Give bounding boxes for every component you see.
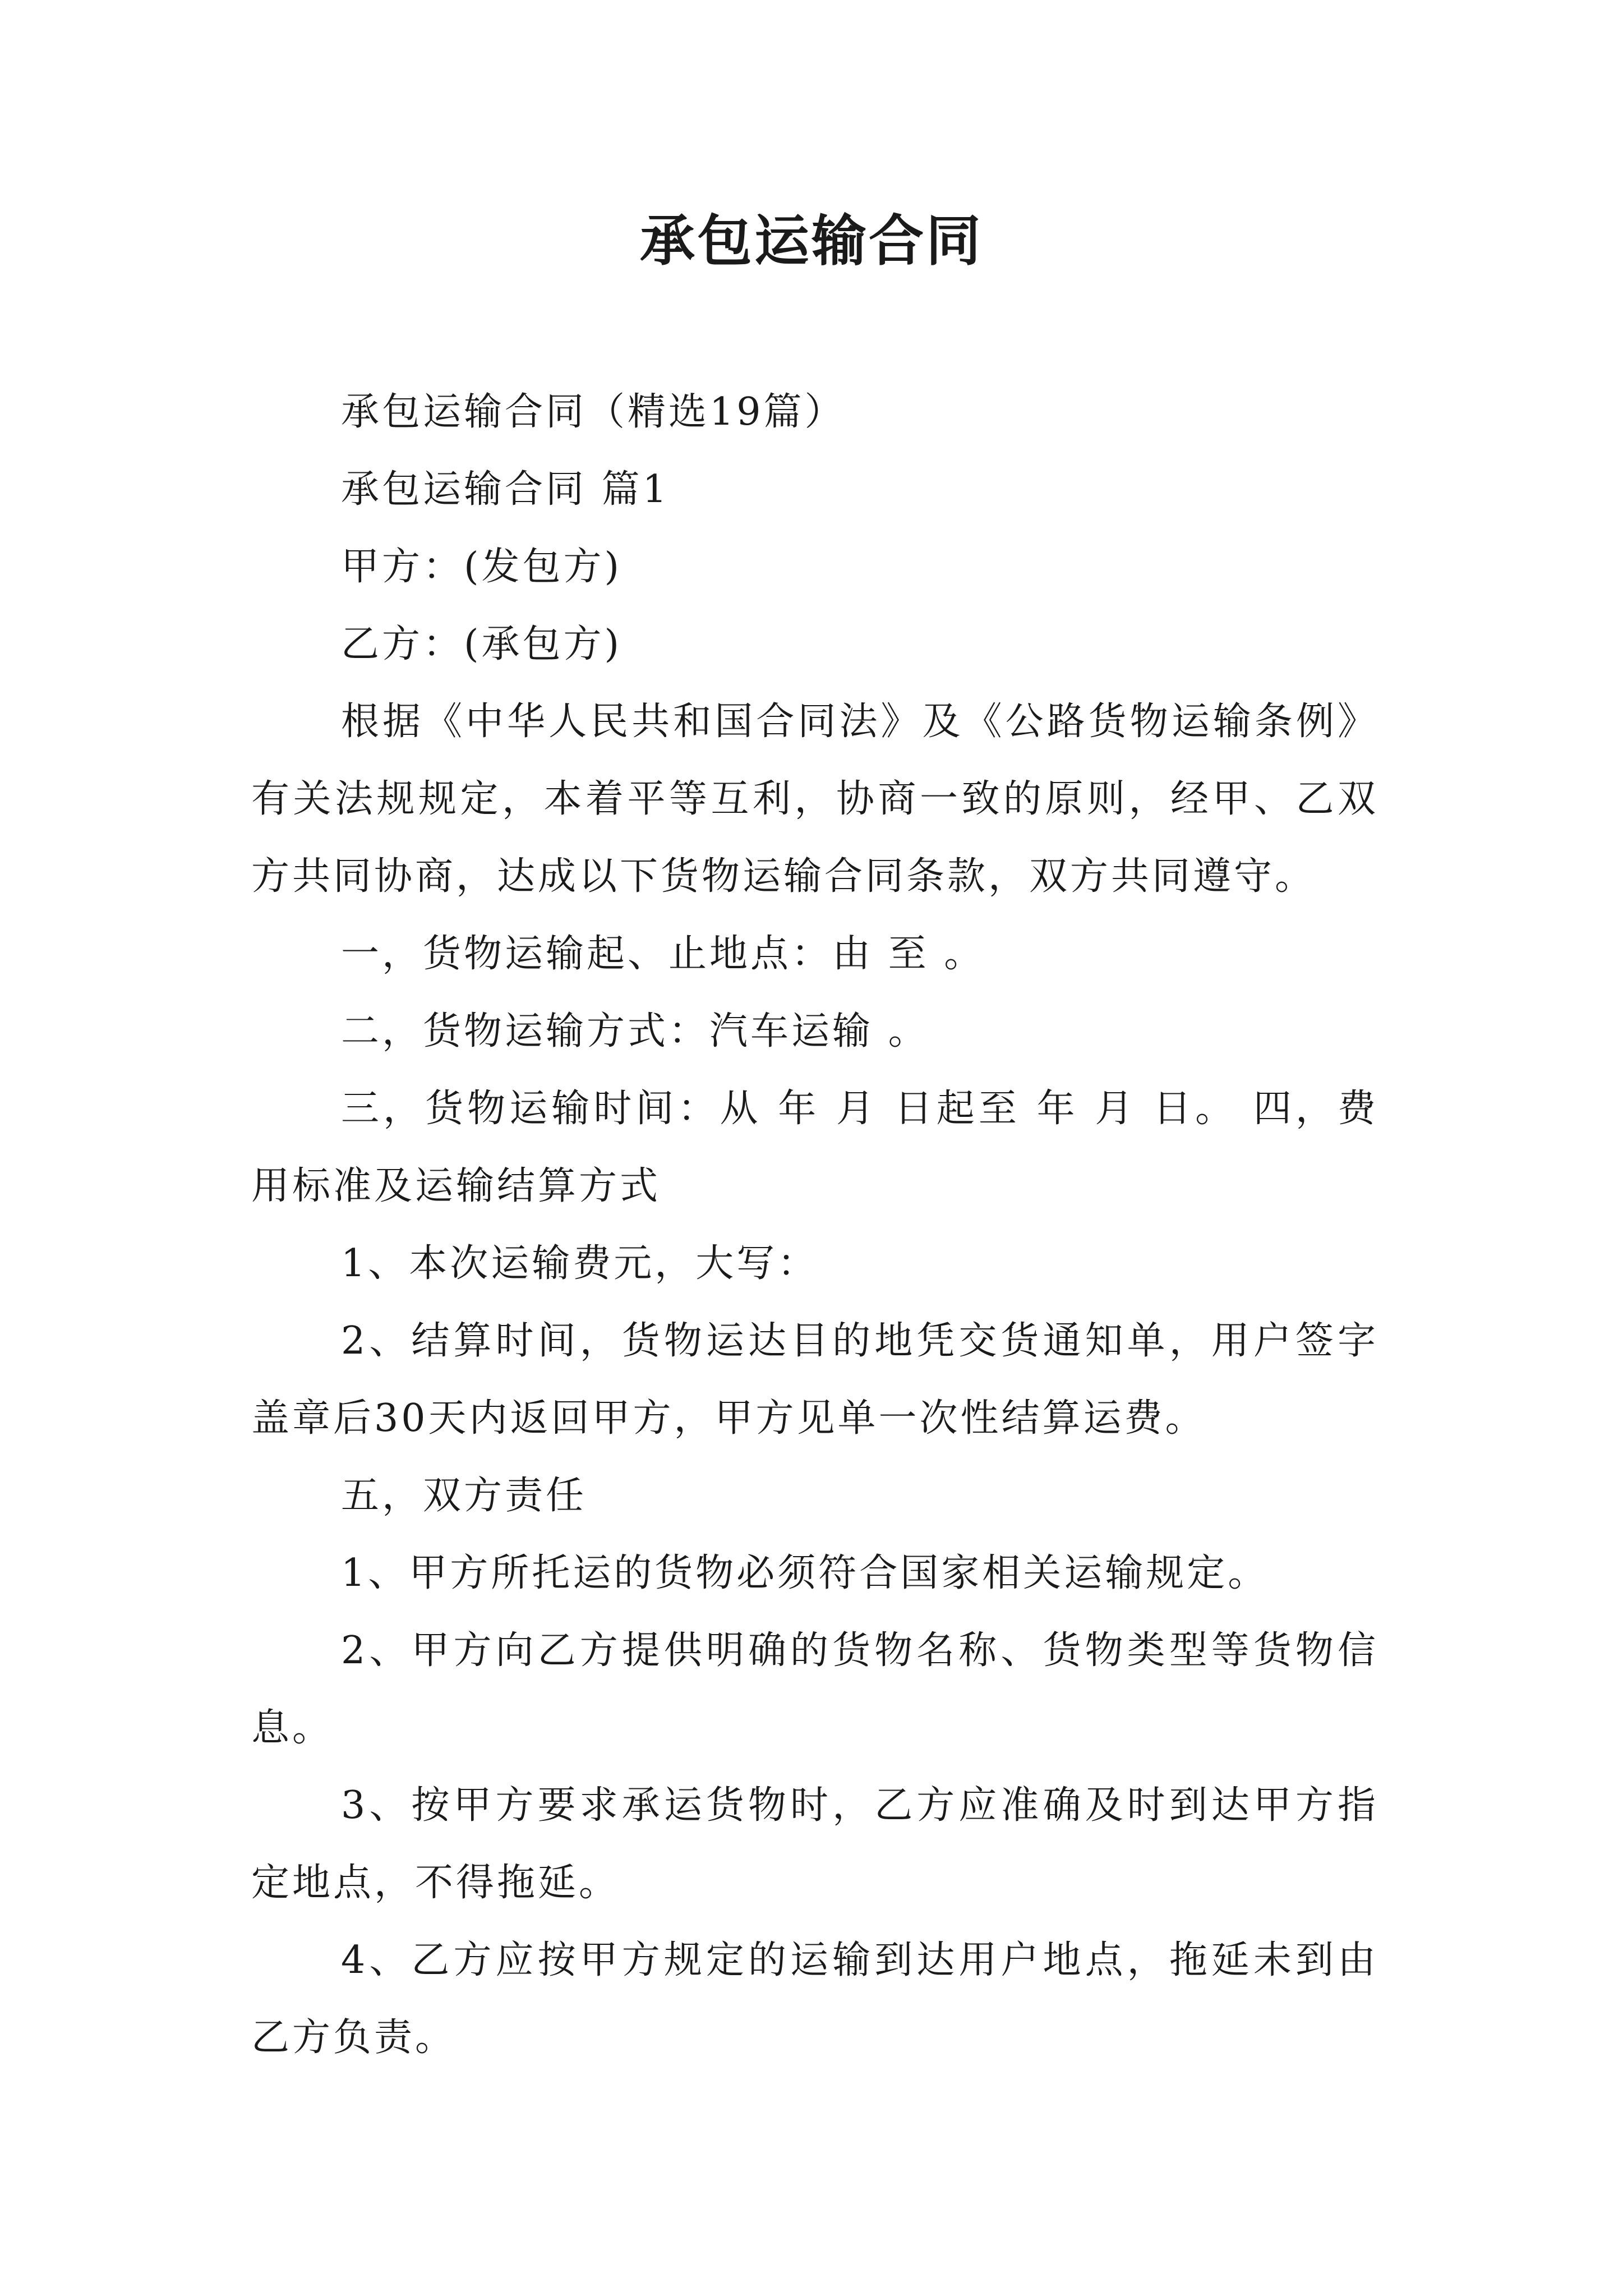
paragraph-clause-5: 五，双方责任 [341,1474,587,1518]
paragraph-clause-3-4: 三，货物运输时间：从 年 月 日起至 年 月 日。 四，费用标准及运输结算方式 [251,1087,1378,1208]
paragraph-chapter-heading: 承包运输合同 篇1 [341,467,670,512]
document-title: 承包运输合同 [639,209,983,273]
paragraph-clause-1: 一，货物运输起、止地点：由 至 。 [341,932,985,976]
paragraph-party-b: 乙方：(承包方) [341,622,623,666]
document-body [251,374,1378,2077]
paragraph-fee-1: 1、本次运输费元，大写： [341,1241,819,1286]
paragraph-duty-2: 2、甲方向乙方提供明确的货物名称、货物类型等货物信息。 [251,1628,1378,1750]
paragraph-duty-1: 1、甲方所托运的货物必须符合国家相关运输规定。 [341,1551,1269,1595]
paragraph-fee-2: 2、结算时间，货物运达目的地凭交货通知单，用户签字盖章后30天内返回甲方，甲方见单一次性结算运费。 [251,1319,1378,1441]
paragraph-party-a: 甲方：(发包方) [341,545,623,589]
paragraph-clause-2: 二，货物运输方式：汽车运输 。 [341,1009,929,1053]
paragraph-duty-3: 3、按甲方要求承运货物时，乙方应准确及时到达甲方指定地点，不得拖延。 [251,1783,1378,1905]
paragraph-preamble: 根据《中华人民共和国合同法》及《公路货物运输条例》有关法规规定，本着平等互利，协商一致的原则，经甲、乙双方共同协商，达成以下货物运输合同条款，双方共同遵守。 [251,700,1378,899]
paragraph-subtitle: 承包运输合同（精选19篇） [341,390,846,434]
paragraph-duty-4: 4、乙方应按甲方规定的运输到达用户地点，拖延未到由乙方负责。 [251,1938,1378,2060]
